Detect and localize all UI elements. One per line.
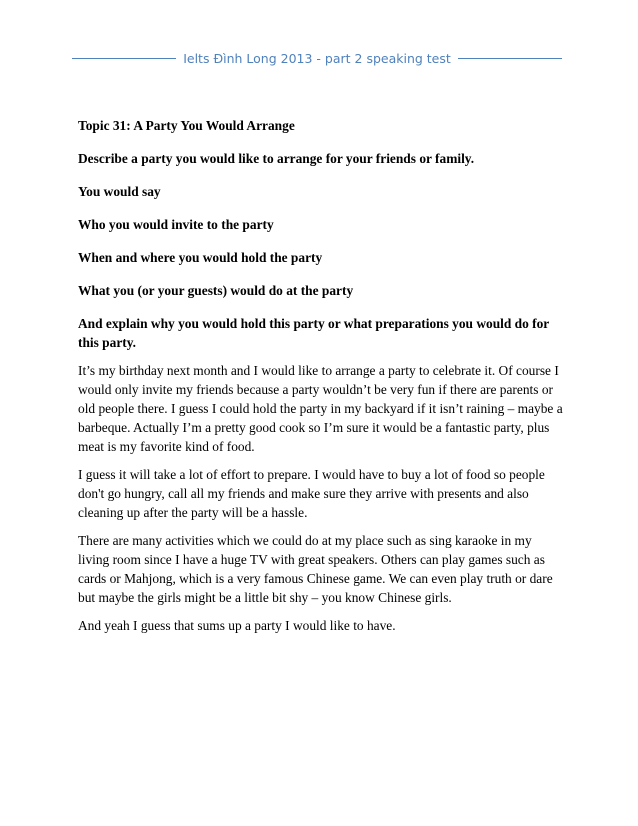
answer-paragraph-1: It’s my birthday next month and I would like to arrange a party to celebrate it. Of course I would only invite my friends because a party wouldn’t be very fun if there are parents or old people there. I guess I could hold the party in my backyard if it isn’t raining – maybe a barbeque. Actually I’m a pretty good cook so I’m sure it would be a fantastic party, plus meat is my favorite kind of food. [78,363,563,454]
topic-title: Topic 31: A Party You Would Arrange [78,118,295,133]
cue-what: What you (or your guests) would do at the party [78,283,354,298]
header-rule-right [458,58,562,59]
page-header [72,48,562,68]
cue-explain: And explain why you would hold this party or what preparations you would do for this party. [78,316,550,350]
answer-paragraph-3: There are many activities which we could do at my place such as sing karaoke in my living room since I have a huge TV with great speakers. Others can play games such as cards or Mahjong, which is a very famous Chinese game. We can even play truth or dare but maybe the girls might be a little bit shy – you know Chinese girls. [78,533,553,605]
cue-who: Who you would invite to the party [78,217,274,232]
topic-intro: You would say [78,184,161,199]
answer-paragraph-4: And yeah I guess that sums up a party I would like to have. [78,618,396,633]
topic-prompt: Describe a party you would like to arrange for your friends or family. [78,151,475,166]
header-title: Ielts Đình Long 2013 - part 2 speaking test [183,50,451,66]
header-rule-left [72,58,176,59]
answer-paragraph-2: I guess it will take a lot of effort to prepare. I would have to buy a lot of food so people don't go hungry, call all my friends and make sure they arrive with presents and also cleaning up after the party will be a hassle. [78,467,545,520]
document-body [78,116,566,644]
cue-when-where: When and where you would hold the party [78,250,323,265]
